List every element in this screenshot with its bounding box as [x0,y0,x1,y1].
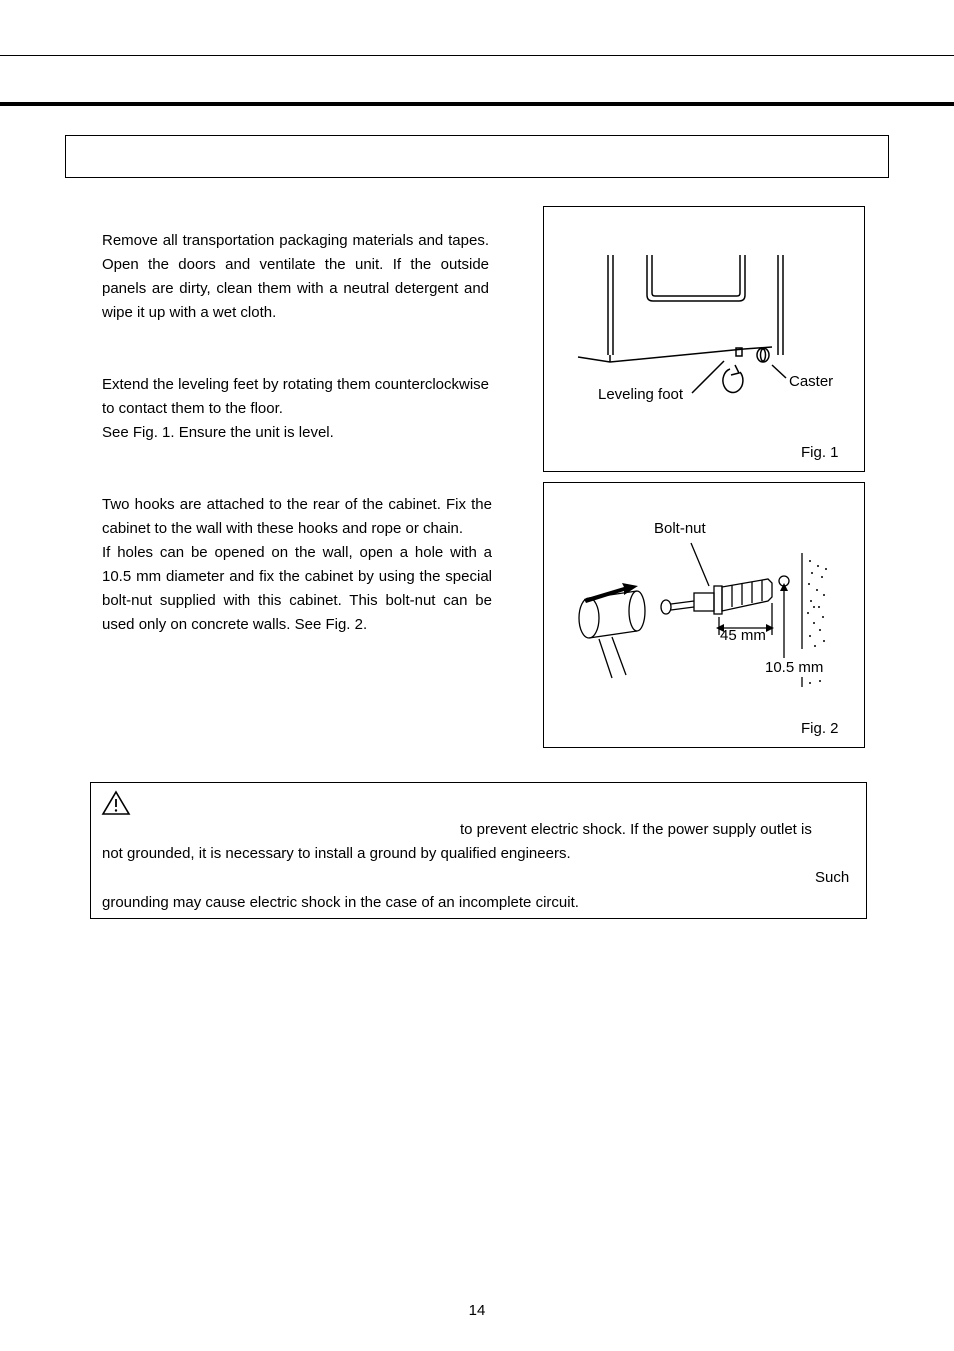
warning-text-2: not grounded, it is necessary to install a ground by qualified engineers. [102,845,571,862]
leveling-foot-label: Leveling foot [598,386,684,403]
warning-text-4: grounding may cause electric shock in the case of an incomplete circuit. [102,894,579,911]
figure-2 [543,482,865,748]
unpacking-text: Remove all transportation packaging materials and tapes. Open the doors and ventilate the unit. If the outside panels are dirty, clean them with a neutral detergent and wipe it up with a wet cloth. [102,232,489,321]
fixing-paragraph [102,493,492,637]
bolt-nut-label: Bolt-nut [654,520,706,537]
leveling-text-1: Extend the leveling feet by rotating them counterclockwise to contact them to the floor. [102,376,489,417]
figure-1 [543,206,865,472]
warning-text-1: to prevent electric shock. If the power supply outlet is [460,821,812,838]
fig2-caption: Fig. 2 [801,720,839,737]
diameter-dimension-label: 10.5 mm [765,659,824,676]
unpacking-paragraph [102,229,489,325]
fig1-drawing [544,207,864,471]
caster-label: Caster [789,373,834,390]
warning-box [90,782,867,919]
depth-dimension-label: 45 mm [720,627,766,644]
fixing-text-2: If holes can be opened on the wall, open a hole with a 10.5 mm diameter and fix the cabinet by using the special bolt-nut supplied with this cabinet. This bolt-nut can be used only on concrete walls. See Fig. 2. [102,544,492,633]
section-title-box [65,135,889,178]
leveling-text-2: See Fig. 1. Ensure the unit is level. [102,424,334,441]
page-number: 14 [468,1302,486,1319]
fig1-caption: Fig. 1 [801,444,839,461]
warning-text-3: Such [815,869,850,886]
header-rule-thick [0,102,954,106]
warning-triangle-icon [101,790,131,821]
fixing-text-1: Two hooks are attached to the rear of the cabinet. Fix the cabinet to the wall with these hooks and rope or chain. [102,496,492,537]
leveling-paragraph [102,373,489,445]
header-rule-thin [0,55,954,56]
